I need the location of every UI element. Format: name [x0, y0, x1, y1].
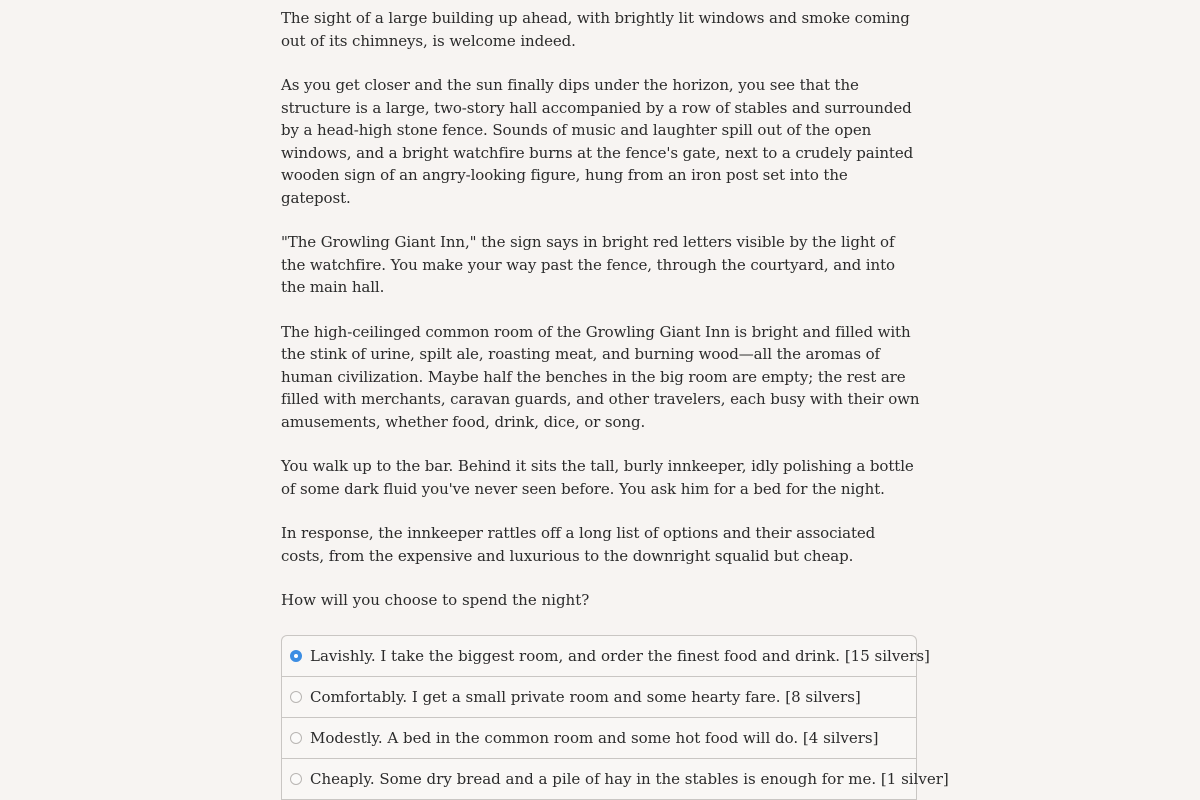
story-paragraph: You walk up to the bar. Behind it sits the tall, burly innkeeper, idly polishing a bottle of some dark fluid you've never seen before. You ask him for a bed for the night.: [281, 457, 914, 498]
radio-unselected-icon[interactable]: [290, 773, 302, 785]
story-paragraph: The sight of a large building up ahead, with brightly lit windows and smoke coming out of its chimneys, is welcome indeed.: [281, 9, 910, 50]
story-container: [281, 7, 949, 800]
choice-label: Comfortably. I get a small private room and some hearty fare. [8 silvers]: [310, 687, 861, 706]
story-paragraph: "The Growling Giant Inn," the sign says in bright red letters visible by the light of the watchfire. You make your way past the fence, through the courtyard, and into the main hall.: [281, 233, 895, 296]
choice-label: Modestly. A bed in the common room and some hot food will do. [4 silvers]: [310, 728, 879, 747]
choice-prompt: How will you choose to spend the night?: [281, 591, 590, 609]
radio-unselected-icon[interactable]: [290, 732, 302, 744]
choice-option-cheaply[interactable]: [282, 759, 949, 800]
radio-selected-icon[interactable]: [290, 650, 302, 662]
choice-label: Lavishly. I take the biggest room, and order the finest food and drink. [15 silvers]: [310, 646, 930, 665]
choice-option-comfortably[interactable]: [282, 677, 916, 718]
radio-unselected-icon[interactable]: [290, 691, 302, 703]
story-paragraph: In response, the innkeeper rattles off a long list of options and their associated costs, from the expensive and luxurious to the downright squalid but cheap.: [281, 524, 876, 565]
choice-option-modestly[interactable]: [282, 718, 916, 759]
choice-label: Cheaply. Some dry bread and a pile of hay in the stables is enough for me. [1 silver]: [310, 769, 949, 788]
story-paragraph: The high-ceilinged common room of the Growling Giant Inn is bright and filled with the stink of urine, spilt ale, roasting meat, and burning wood—all the aromas of human civilization. Maybe half the benches in the big room are empty; the rest are filled with merchants, caravan guards, and other travelers, each busy with their own amusements, whether food, drink, dice, or song.: [281, 322, 920, 431]
story-paragraph: As you get closer and the sun finally dips under the horizon, you see that the structure is a large, two-story hall accompanied by a row of stables and surrounded by a head-high stone fence. Sounds of music and laughter spill out of the open windows, and a bright watchfire burns at the fence's gate, next to a crudely painted wooden sign of an angry-looking figure, hung from an iron post set into the gatepost.: [281, 76, 914, 207]
choice-option-lavishly[interactable]: [282, 636, 930, 677]
choice-list: [281, 635, 949, 800]
